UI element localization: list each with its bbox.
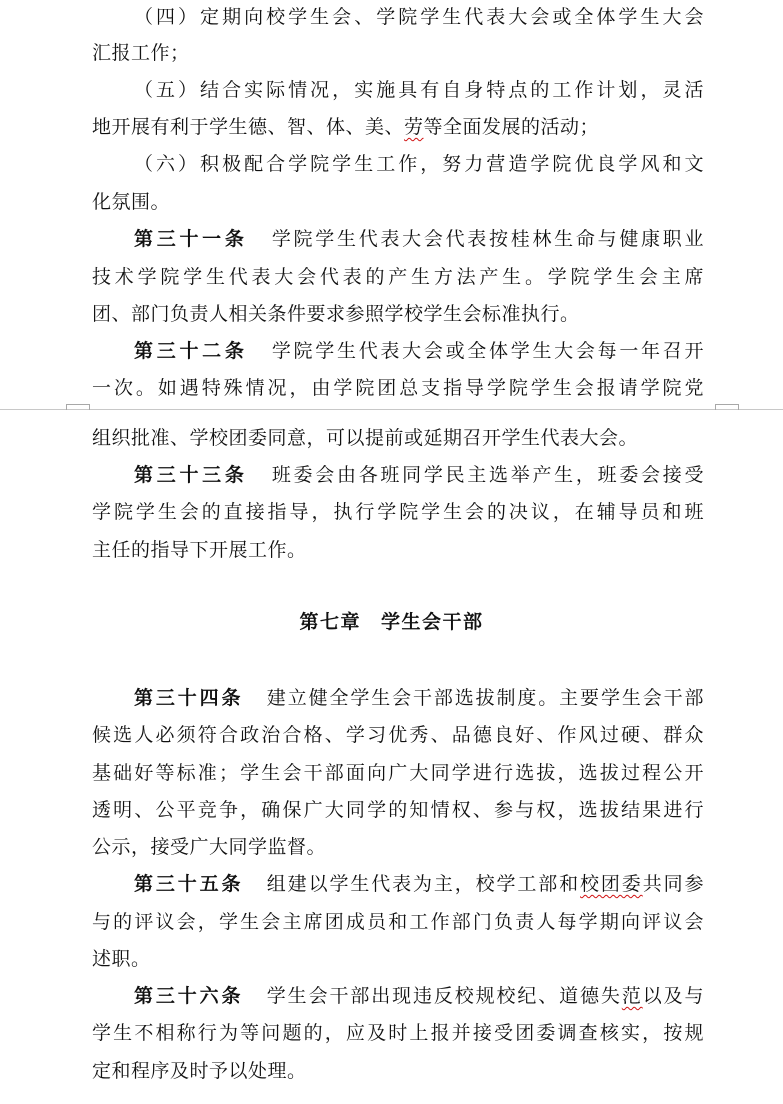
article-33-line: 第三十三条 班委会由各班同学民主选举产生，班委会接受 [134, 464, 704, 486]
article-33-line: 学院学生会的直接指导，执行学院学生会的决议，在辅导员和班 [92, 501, 704, 523]
article-33-line: 主任的指导下开展工作。 [92, 539, 307, 561]
spellcheck-underline: 范 [621, 985, 643, 1007]
chapter-heading: 第七章 学生会干部 [299, 611, 484, 633]
article-36-line: 第三十六条 学生会干部出现违反校规校纪、道德失范以及与 [134, 985, 704, 1007]
paragraph-line: 地开展有利于学生德、智、体、美、劳等全面发展的活动； [92, 116, 600, 138]
article-33-label: 第三十三条 [134, 464, 248, 486]
article-34-line: 基础好等标准；学生会干部面向广大同学进行选拔，选拔过程公开 [92, 762, 704, 784]
paragraph-line: （五）结合实际情况，实施具有自身特点的工作计划，灵活 [134, 79, 704, 101]
article-32-line: 第三十二条 学院学生代表大会或全体学生大会每一年召开 [134, 340, 704, 362]
paragraph-line: （六）积极配合学院学生工作，努力营造学院优良学风和文 [134, 153, 704, 175]
article-35-label: 第三十五条 [134, 873, 244, 895]
page-corner-marker [715, 404, 739, 410]
article-34-line: 第三十四条 建立健全学生会干部选拔制度。主要学生会干部 [134, 687, 704, 709]
spellcheck-underline: 劳 [404, 116, 424, 138]
article-32-line: 组织批准、学校团委同意，可以提前或延期召开学生代表大会。 [92, 427, 639, 449]
article-32-line: 一次。如遇特殊情况，由学院团总支指导学院学生会报请学院党 [92, 377, 704, 399]
page-break-line [0, 409, 783, 410]
article-34-line: 候选人必须符合政治合格、学习优秀、品德良好、作风过硬、群众 [92, 724, 704, 746]
paragraph-line: （四）定期向校学生会、学院学生代表大会或全体学生大会 [134, 6, 704, 28]
page-corner-marker [66, 404, 90, 410]
article-36-line: 学生不相称行为等问题的，应及时上报并接受团委调查核实，按规 [92, 1022, 704, 1044]
spellcheck-underline: 校团委 [580, 873, 643, 895]
article-35-line: 与的评议会，学生会主席团成员和工作部门负责人每学期向评议会 [92, 911, 704, 933]
article-34-label: 第三十四条 [134, 687, 244, 709]
article-36-label: 第三十六条 [134, 985, 244, 1007]
article-35-line: 第三十五条 组建以学生代表为主，校学工部和校团委共同参 [134, 873, 704, 895]
article-31-line: 技术学院学生代表大会代表的产生方法产生。学院学生会主席 [92, 266, 704, 288]
paragraph-line: 汇报工作； [92, 42, 190, 64]
article-34-line: 透明、公平竞争，确保广大同学的知情权、参与权，选拔结果进行 [92, 799, 704, 821]
article-36-line: 定和程序及时予以处理。 [92, 1060, 307, 1082]
article-35-line: 述职。 [92, 948, 151, 970]
article-32-label: 第三十二条 [134, 340, 248, 362]
article-31-line: 第三十一条 学院学生代表大会代表按桂林生命与健康职业 [134, 228, 704, 250]
article-31-line: 团、部门负责人相关条件要求参照学校学生会标准执行。 [92, 303, 580, 325]
paragraph-line: 化氛围。 [92, 191, 171, 213]
article-34-line: 公示，接受广大同学监督。 [92, 836, 327, 858]
article-31-label: 第三十一条 [134, 228, 248, 250]
